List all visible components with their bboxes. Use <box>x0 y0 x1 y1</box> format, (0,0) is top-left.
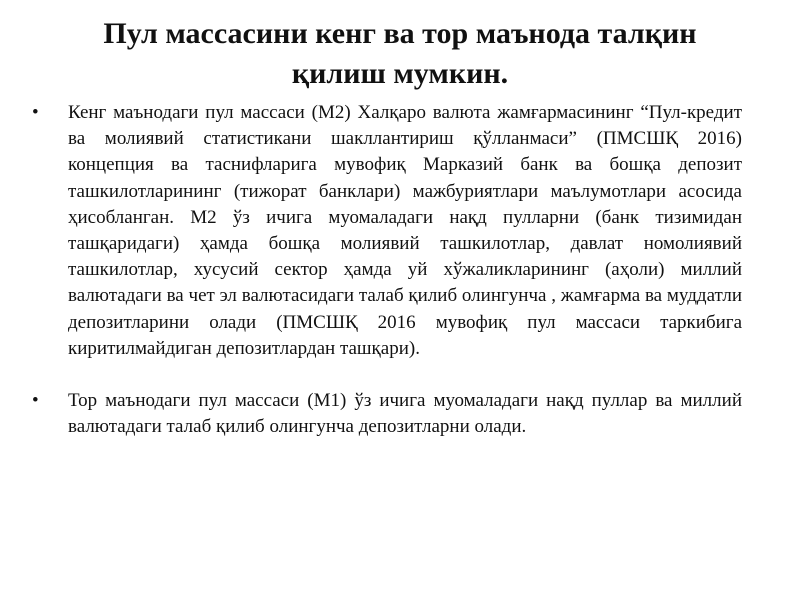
bullet-text: Кенг маънодаги пул массаси (М2) Халқаро валюта жамғармасининг “Пул-кредит ва молиявий статистикани шакллантириш қўлланмаси” (ПМСШҚ 2016) концепция ва таснифларига мувофиқ Марказий банк ва бошқа депозит ташкилотларининг (тижорат банклари) мажбуриятлари маълумотлари асосида ҳисобланган. М2 ўз ичига муомаладаги нақд пулларни (банк тизимидан ташқаридаги) ҳамда бошқа молиявий ташкилотлар, давлат номолиявий ташкилотлар, хусусий сектор ҳамда уй хўжаликларининг (аҳоли) миллий валютадаги ва чет эл валютасидаги талаб қилиб олингунча , жамғарма ва муддатли депозитларини олади (ПМСШҚ 2016 мувофиқ пул массаси таркибига киритилмайдиган депозитлардан ташқари). <box>68 102 742 359</box>
bullet-marker: • <box>32 390 39 412</box>
bullet-item-m2 <box>32 100 742 362</box>
bullet-list <box>32 100 742 440</box>
bullet-item-m1 <box>32 388 742 440</box>
bullet-marker: • <box>32 102 39 123</box>
bullet-text: Тор маънодаги пул массаси (М1) ўз ичига муомаладаги нақд пуллар ва миллий валютадаги талаб қилиб олингунча депозитларни олади. <box>68 390 742 438</box>
slide-title: Пул массасини кенг ва тор маънода талқин қилиш мумкин. <box>103 17 697 90</box>
